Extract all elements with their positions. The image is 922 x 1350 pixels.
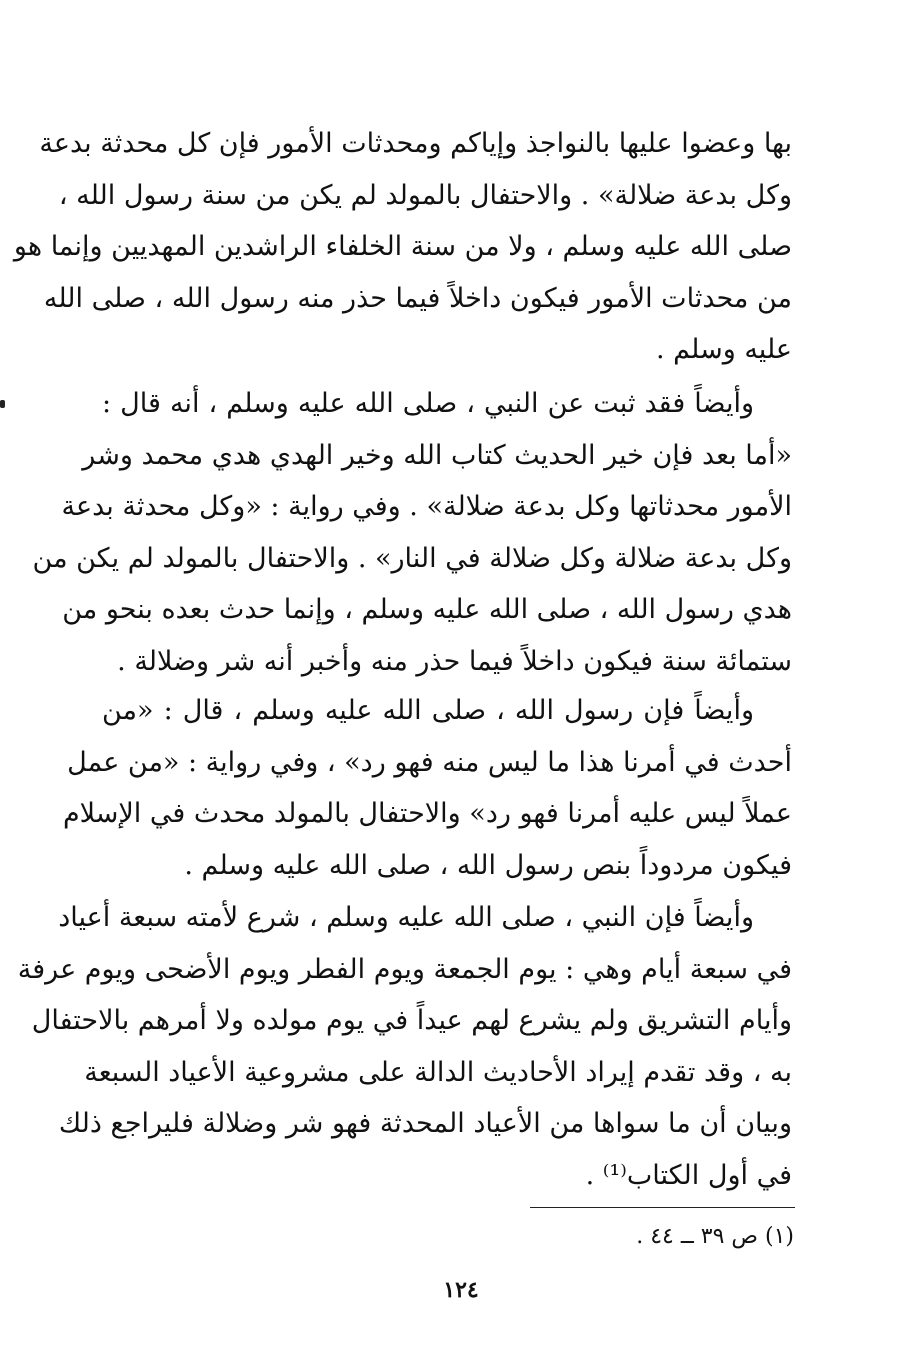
page-number: ١٢٤ (443, 1277, 479, 1303)
text-line: وأيضاً فإن رسول الله ، صلى الله عليه وسلم ، قال : «من (102, 695, 754, 726)
text-line: «أما بعد فإن خير الحديث كتاب الله وخير الهدي هدي محمد وشر (82, 439, 792, 471)
text-line: وأيضاً فإن النبي ، صلى الله عليه وسلم ، شرع لأمته سبعة أعياد (58, 902, 754, 933)
text-line: بها وعضوا عليها بالنواجذ وإياكم ومحدثات الأمور فإن كل محدثة بدعة (39, 128, 792, 159)
paragraph-1 (13, 118, 792, 376)
text-line: وكل بدعة ضلالة» . والاحتفال بالمولد لم يكن من سنة رسول الله ، (58, 179, 792, 211)
text-line: في أول الكتاب⁽¹⁾ . (585, 1159, 792, 1191)
text-line: وكل بدعة ضلالة وكل ضلالة في النار» . والاحتفال بالمولد لم يكن من (32, 542, 792, 574)
paragraph-2 (32, 378, 792, 687)
text-line: أحدث في أمرنا هذا ما ليس منه فهو رد» ، وفي رواية : «من عمل (67, 746, 792, 778)
text-line: وبيان أن ما سواها من الأعياد المحدثة فهو شر وضلالة فليراجع ذلك (58, 1108, 792, 1139)
text-line: عليه وسلم . (656, 334, 792, 365)
text-line: وأيضاً فقد ثبت عن النبي ، صلى الله عليه وسلم ، أنه قال : (102, 388, 754, 419)
text-line: الأمور محدثاتها وكل بدعة ضلالة» . وفي رواية : «وكل محدثة بدعة (61, 491, 792, 522)
text-line: عملاً ليس عليه أمرنا فهو رد» والاحتفال بالمولد محدث في الإسلام (62, 798, 792, 829)
text-line: في سبعة أيام وهي : يوم الجمعة ويوم الفطر ويوم الأضحى ويوم عرفة (17, 953, 792, 985)
margin-mark (0, 400, 5, 408)
text-line: هدي رسول الله ، صلى الله عليه وسلم ، وإنما حدث بعده بنحو من (62, 594, 792, 625)
footnote-divider (530, 1207, 795, 1208)
text-line: من محدثات الأمور فيكون داخلاً فيما حذر منه رسول الله ، صلى الله (43, 282, 792, 314)
footnote: (١) ص ٣٩ ــ ٤٤ . (636, 1224, 794, 1249)
text-line: فيكون مردوداً بنص رسول الله ، صلى الله عليه وسلم . (184, 849, 792, 881)
text-line: وأيام التشريق ولم يشرع لهم عيداً في يوم مولده ولا أمرهم بالاحتفال (31, 1005, 792, 1036)
text-line: ستمائة سنة فيكون داخلاً فيما حذر منه وأخبر أنه شر وضلالة . (117, 645, 792, 677)
text-line: به ، وقد تقدم إيراد الأحاديث الدالة على مشروعية الأعياد السبعة (84, 1056, 792, 1088)
paragraph-3 (62, 685, 792, 891)
text-line: صلى الله عليه وسلم ، ولا من سنة الخلفاء الراشدين المهديين وإنما هو (13, 231, 792, 262)
paragraph-4 (17, 892, 792, 1201)
